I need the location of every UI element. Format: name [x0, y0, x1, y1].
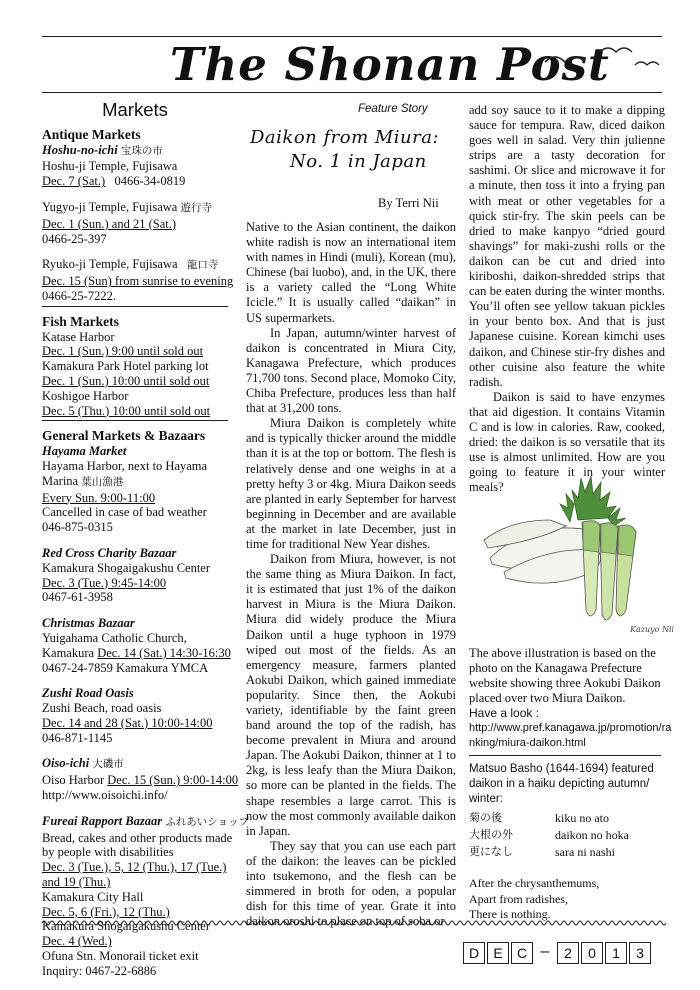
zushi-name: Zushi Road Oasis [42, 686, 134, 701]
paragraph-1: Native to the Asian continent, the daikon white radish is now an international item with names in Hindi (muli), Korean (mu), Chinese (bai luobo), and, in the UK, there is a variety called the “Long White Icicle.” It is usually called “daikan” in US supermarkets. [246, 220, 456, 325]
christmas-place: Yuigahama Catholic Church, [42, 630, 187, 645]
fureai-date-1b: and 19 (Thu.) [42, 875, 111, 890]
hayama-place: Hayama Harbor, next to Hayama [42, 458, 208, 473]
hayama-phone: 046-875-0315 [42, 520, 113, 535]
date-char-3: 3 [629, 942, 651, 964]
fureai-name: Fureai Rapport Bazaar [42, 813, 163, 828]
ryuko-place: Ryuko-ji Temple, Fujisawa [42, 257, 178, 272]
yugyo-jp: 遊行寺 [180, 202, 212, 214]
markets-column [42, 99, 250, 979]
antique-markets-title: Antique Markets [42, 126, 141, 142]
column-gap [234, 100, 235, 900]
fureai-date-2: Dec. 5, 6 (Fri.), 12 (Thu.) [42, 904, 170, 919]
redcross-phone: 0467-61-3958 [42, 590, 113, 605]
masthead-bottom-rule [42, 92, 662, 93]
oiso-date: Dec. 15 (Sun.) 9:00-14:00 [107, 773, 239, 788]
hoshu-place: Hoshu-ji Temple, Fujisawa [42, 159, 178, 174]
translation-line-1: After the chrysanthemums, [469, 876, 600, 890]
date-char-2: 2 [557, 942, 579, 964]
date-char-1: 1 [605, 942, 627, 964]
christmas-phone: 0467-24-7859 Kamakura YMCA [42, 660, 209, 675]
date-dash: – [540, 943, 550, 960]
yugyo-phone: 0466-25-397 [42, 231, 107, 246]
haiku-jp-1: 菊の後 [469, 812, 502, 824]
hoshu-date: Dec. 7 (Sat.) [42, 174, 106, 189]
paragraph-6: add soy sauce to it to make a dipping sauce for tempura. Raw, diced daikon goes well in salad. Very thin julienne strips are a tasty decoration for sashimi. Or slice and microwave it for a minute, then toss it into a frying pan with meat or other vegetables for a quick stir-fry. The skin peels can be dried to make kanpyo “dried gourd shavings” for maki-zushi rolls or the daikon can be cut and dried into kiriboshi, daikon-shredded strips that can be eaten during the winter months. You’ll often see yellow takuan pickles in your bento box. And that is just Japanese cuisine. Korean kimchi uses daikon, and Chinese stir-fry dishes and other cuisine also feature the white radish. [469, 103, 665, 389]
haiku-romaji-2: daikon no hoka [555, 828, 629, 842]
paragraph-2: In Japan, autumn/winter harvest of daikon is concentrated in Miura City, Kanagawa Prefecture, which produces 71,700 tons. Second place, Momoko City, Chiba Prefecture, produces less than half that at 31,200 tons. [246, 325, 456, 416]
url-line-1[interactable]: http://www.pref.kanagawa.jp/promotion/ra [469, 722, 672, 735]
fureai-date-1a: Dec. 3 (Tue.), 5, 12 (Thu.), 17 (Tue.) [42, 860, 227, 875]
haiku-romaji-1: kiku no ato [555, 811, 609, 825]
redcross-name: Red Cross Charity Bazaar [42, 545, 177, 560]
haiku-line-2 [469, 827, 665, 844]
ryuko-jp: 龍口寺 [186, 260, 219, 272]
ryuko-phone: 0466-25-7222. [42, 288, 116, 303]
illustration-signature: Kazuyo Nii [630, 625, 675, 634]
fish-date-3: Dec. 5 (Thu.) 10:00 until sold out [42, 403, 211, 418]
wavy-divider [42, 916, 662, 930]
have-a-look: Have a look : [469, 706, 540, 721]
masthead-title: The Shonan Post [170, 38, 610, 91]
hayama-place-2: Marina [42, 473, 79, 488]
illustration-caption: The above illustration is based on the photo on the Kanagawa Prefecture website showing three Aokubi Daikon placed over two Miura Daikon. [469, 646, 661, 706]
paragraph-7: Daikon is said to have enzymes that aid digestion. It contains Vitamin C and is low in calories. Raw, cooked, dried: the daikon is so versatile that its use is almost unlimited. How are you going to feature it in your winter meals? [469, 389, 665, 495]
paragraph-4: Daikon from Miura, however, is not the same thing as Miura Daikon. In fact, it is estimated that just 1% of the daikon harvest in Miura is the Miura Daikon. Miura did widely produce the Miura Daikon until a huge typhoon in 1979 wiped out most of the fields. As an emergency measure, farmers planted Aokubi Daikon, which gained immediate popularity. Since then, the Aokubi variety, identifiable by the faint green band around the top of the radish, has become prevalent in Miura and around Japan. The Aokubi Daikon, thinner at 1 to 2kg, is less leafy than the Miura Daikon, so more can be planted in the fields. The shape resembles a large carrot. This is now the most commonly available daikon in Japan. [246, 552, 456, 838]
feature-body-middle [246, 220, 456, 929]
general-markets-section [42, 428, 250, 978]
caption-rule [469, 755, 661, 756]
oiso-jp: 大磯市 [92, 759, 124, 771]
oiso-place: Oiso Harbor [42, 773, 105, 788]
masthead-top-rule [42, 36, 662, 37]
fureai-date-3: Dec. 4 (Wed.) [42, 934, 112, 949]
feature-body-right [469, 103, 665, 495]
christmas-city: Kamakura [42, 645, 95, 660]
hayama-jp: 葉山漁港 [81, 476, 124, 488]
yugyo-place: Yugyo-ji Temple, Fujisawa [42, 199, 178, 214]
zushi-place: Zushi Beach, road oasis [42, 701, 162, 716]
issue-date [463, 942, 653, 964]
general-markets-title: General Markets & Bazaars [42, 428, 206, 444]
date-char-e: E [487, 942, 509, 964]
yugyo-date: Dec. 1 (Sun.) and 21 (Sat.) [42, 216, 176, 231]
fish-date-2: Dec. 1 (Sun.) 10:00 until sold out [42, 373, 210, 388]
hayama-note: Cancelled in case of bad weather [42, 505, 207, 520]
translation-line-3: There is nothing. [469, 907, 551, 921]
url-line-2[interactable]: nking/miura-daikon.html [469, 737, 586, 750]
redcross-place: Kamakura Shogaigakushu Center [42, 560, 211, 575]
redcross-date: Dec. 3 (Tue.) 9:45-14:00 [42, 575, 167, 590]
fureai-inquiry: Inquiry: 0467-22-6886 [42, 963, 157, 978]
translation-line-2: Apart from radishes, [469, 891, 568, 906]
christmas-name: Christmas Bazaar [42, 616, 135, 631]
seagulls-icon [540, 40, 670, 80]
basho-intro: Matsuo Basho (1644-1694) featured daikon in a haiku depicting autumn/ winter: [469, 763, 654, 806]
fish-markets-title: Fish Markets [42, 313, 119, 329]
hoshu-phone: 0466-34-0819 [114, 174, 186, 189]
paragraph-5: They say that you can use each part of the daikon: the leaves can be pickled into tsukemono, and the flesh can be simmered in broth for oden, a popular dish for this time of year. Grate it into daikon oroshi to place on top of soba or [246, 838, 456, 929]
markets-heading: Markets [102, 99, 168, 120]
fish-markets-section [42, 315, 228, 422]
haiku [469, 810, 665, 861]
byline: By Terri Nii [378, 196, 439, 210]
feature-title-line-1: Daikon from Miura: [250, 127, 440, 148]
hayama-date: Every Sun. 9:00-11:00 [42, 490, 156, 505]
hoshu-name: Hoshu-no-ichi [42, 142, 118, 157]
fish-place-2: Kamakura Park Hotel parking lot [42, 359, 209, 374]
fureai-place-2: Kamakura Shogaigakushu Center [42, 919, 211, 934]
ryuko-date: Dec. 15 (Sun) from sunrise to evening [42, 274, 234, 289]
fureai-place-3: Ofuna Stn. Monorail ticket exit [42, 949, 199, 964]
fureai-desc-2: by people with disabilities [42, 845, 174, 860]
fureai-place-1: Kamakura City Hall [42, 889, 144, 904]
date-char-d: D [463, 942, 485, 964]
fish-place-1: Katase Harbor [42, 329, 115, 344]
zushi-date: Dec. 14 and 28 (Sat.) 10:00-14:00 [42, 715, 213, 730]
fish-date-1: Dec. 1 (Sun.) 9:00 until sold out [42, 344, 204, 359]
hayama-name: Hayama Market [42, 444, 127, 459]
haiku-romaji-3: sara ni nashi [555, 845, 615, 859]
daikon-illustration [470, 460, 675, 636]
caption-block [469, 646, 672, 807]
hoshu-jp: 宝珠の市 [120, 145, 163, 157]
paragraph-3: Miura Daikon is completely white and is typically thicker around the middle than it is at the top or bottom. The flesh is relatively dense and one weighs in at a pretty hefty 3 or 4kg. Miura Daikon seeds are planted in early September for harvest beginning in December and are available at the market in late December, just in time for traditional New Year dishes. [246, 416, 456, 551]
date-char-0: 0 [581, 942, 603, 964]
fish-place-3: Koshigoe Harbor [42, 388, 129, 403]
antique-markets-section [42, 126, 234, 307]
haiku-jp-2: 大根の外 [469, 829, 513, 841]
feature-label: Feature Story [358, 103, 428, 115]
christmas-date: Dec. 14 (Sat.) 14:30-16:30 [97, 645, 231, 660]
zushi-phone: 046-871-1145 [42, 730, 113, 745]
haiku-line-3 [469, 844, 665, 861]
haiku-jp-3: 更になし [469, 846, 513, 858]
haiku-line-1 [469, 810, 665, 827]
feature-title-line-2: No. 1 in Japan [290, 151, 427, 172]
fureai-desc-1: Bread, cakes and other products made [42, 830, 233, 845]
date-char-c: C [511, 942, 533, 964]
fureai-jp: ふれあいショップ [165, 816, 250, 828]
oiso-url[interactable]: http://www.oisoichi.info/ [42, 788, 168, 803]
oiso-name: Oiso-ichi [42, 756, 90, 771]
